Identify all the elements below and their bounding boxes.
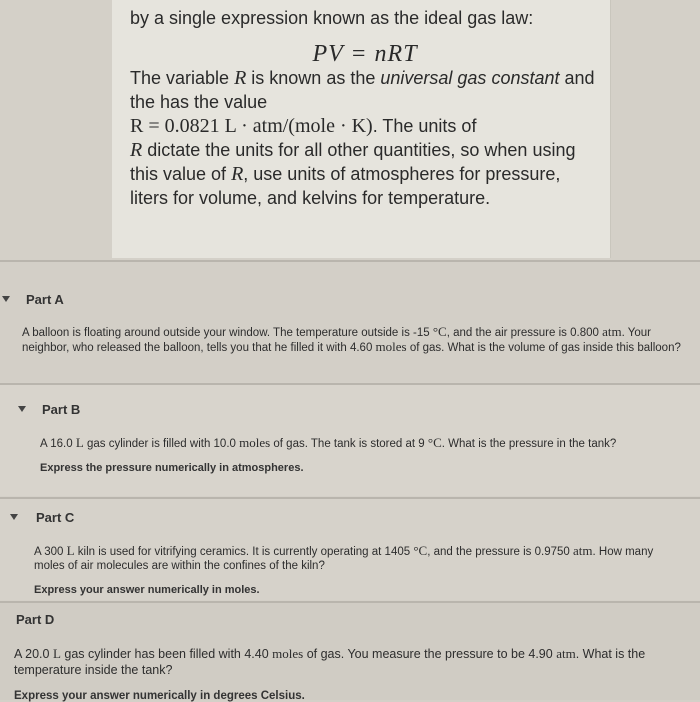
part-b-instruction: Express the pressure numerically in atmospheres. [40,462,304,474]
divider [0,260,700,262]
intro-paragraph: The variable R is known as the universal gas constant and the has the value R = 0.0821 L · atm/(mole · K). The units of R dictate the units for all other quantities, so when using this value of R, use units of atmospheres for pressure, liters for volume, and kelvins for temperature. [130,67,595,208]
divider [0,497,700,499]
collapse-caret-icon[interactable] [10,514,18,520]
part-a-header[interactable]: Part A [26,292,64,307]
ideal-gas-formula: PV = nRT [312,41,418,67]
part-b-header[interactable]: Part B [42,402,81,417]
intro-text [130,0,600,210]
divider [0,383,700,385]
part-c-question: A 300 L kiln is used for vitrifying ceramics. It is currently operating at 1405 °C, and the pressure is 0.9750 atm. How many moles of air molecules are within the confines of the kiln? [34,543,654,572]
part-a-question: A balloon is floating around outside your window. The temperature outside is -15 °C, and the air pressure is 0.800 atm. Your neighbor, who released the balloon, tells you that he filled it with 4.60 moles of gas. What is the volume of gas inside this balloon? [22,324,681,354]
part-d-instruction: Express your answer numerically in degrees Celsius. [14,690,305,702]
part-d-header[interactable]: Part D [16,612,55,627]
part-d-question: A 20.0 L gas cylinder has been filled with 4.40 moles of gas. You measure the pressure to be 4.90 atm. What is the temperature inside the tank? [14,646,646,677]
intro-line1: by a single expression known as the ideal gas law: [130,8,534,28]
intro-panel [112,0,611,258]
divider [0,601,700,603]
part-c-instruction: Express your answer numerically in moles. [34,584,260,596]
part-c-header[interactable]: Part C [36,510,75,525]
collapse-caret-icon[interactable] [18,406,26,412]
part-a-section [0,262,700,382]
collapse-caret-icon[interactable] [2,296,10,302]
r-value: R = 0.0821 L · atm/(mole · K) [130,115,373,137]
part-b-question: A 16.0 L gas cylinder is filled with 10.0 moles of gas. The tank is stored at 9 °C. What is the pressure in the tank? [40,435,617,450]
